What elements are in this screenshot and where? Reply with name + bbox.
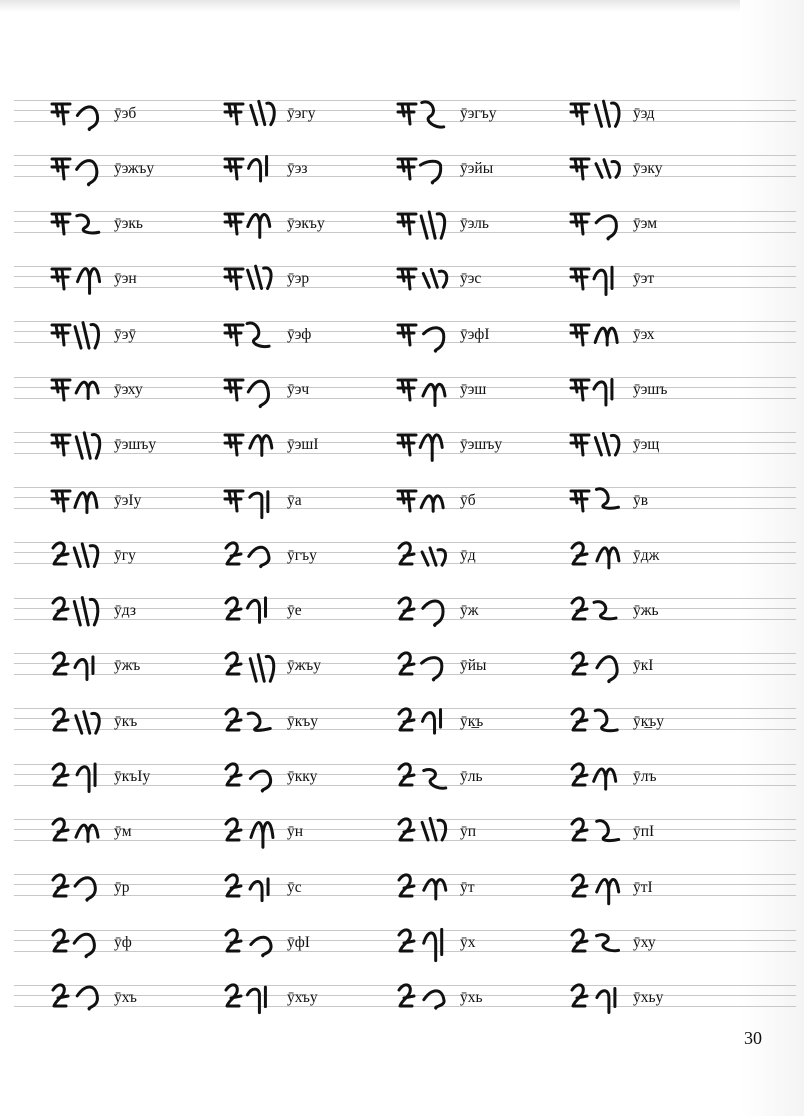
glyph-cell <box>223 362 396 417</box>
calligraphic-glyph-icon <box>569 978 627 1018</box>
glyph-cell <box>50 86 223 141</box>
glyph-cell <box>50 252 223 307</box>
glyph-cell <box>223 971 396 1026</box>
glyph-label: ӯэшI <box>287 436 319 454</box>
glyph-cell <box>569 362 740 417</box>
glyph-label: ӯлъ <box>633 768 657 786</box>
glyph-label: ӯху <box>633 933 656 951</box>
glyph-label: ӯэх <box>633 325 655 343</box>
calligraphic-glyph-icon <box>50 536 108 576</box>
glyph-label: ӯэгу <box>287 104 316 122</box>
glyph-cell <box>223 418 396 473</box>
glyph-label: ӯль <box>460 768 483 786</box>
glyph-cell <box>396 473 569 528</box>
glyph-label: ӯд <box>460 546 476 564</box>
glyph-label: ӯэм <box>633 215 658 233</box>
glyph-label: ӯкъ <box>114 712 138 730</box>
calligraphic-glyph-icon <box>50 591 108 631</box>
calligraphic-glyph-icon <box>569 259 627 299</box>
calligraphic-glyph-icon <box>396 978 454 1018</box>
glyph-label: ӯа <box>287 491 302 509</box>
glyph-cell <box>396 528 569 583</box>
calligraphic-glyph-icon <box>223 757 281 797</box>
glyph-label: ӯэщ <box>633 436 660 454</box>
glyph-label: ӯэш <box>460 380 487 398</box>
glyph-label: ӯн <box>287 823 304 841</box>
calligraphic-glyph-icon <box>223 702 281 742</box>
calligraphic-glyph-icon <box>50 868 108 908</box>
calligraphic-glyph-icon <box>223 315 281 355</box>
calligraphic-glyph-icon <box>223 646 281 686</box>
calligraphic-glyph-icon <box>569 868 627 908</box>
calligraphic-glyph-icon <box>50 204 108 244</box>
glyph-cell <box>396 584 569 639</box>
calligraphic-glyph-icon <box>569 315 627 355</box>
glyph-cell <box>223 473 396 528</box>
calligraphic-glyph-icon <box>396 315 454 355</box>
calligraphic-glyph-icon <box>223 812 281 852</box>
glyph-label: ӯк̲ъу <box>633 712 665 730</box>
glyph-cell <box>396 639 569 694</box>
calligraphic-glyph-icon <box>50 315 108 355</box>
calligraphic-glyph-icon <box>223 978 281 1018</box>
glyph-cell <box>569 418 740 473</box>
calligraphic-glyph-icon <box>396 591 454 631</box>
glyph-cell <box>396 860 569 915</box>
calligraphic-glyph-icon <box>569 812 627 852</box>
calligraphic-glyph-icon <box>223 370 281 410</box>
calligraphic-glyph-icon <box>396 149 454 189</box>
glyph-label: ӯхьу <box>633 989 664 1007</box>
calligraphic-glyph-icon <box>396 923 454 963</box>
glyph-cell <box>569 307 740 362</box>
glyph-label: ӯжъу <box>287 657 322 675</box>
glyph-label: ӯкъIу <box>114 768 151 786</box>
glyph-cell <box>50 971 223 1026</box>
glyph-cell <box>223 141 396 196</box>
glyph-table <box>50 86 740 1026</box>
glyph-cell <box>223 197 396 252</box>
glyph-label: ӯэч <box>287 380 310 398</box>
glyph-cell <box>396 362 569 417</box>
glyph-cell <box>223 750 396 805</box>
glyph-cell <box>569 252 740 307</box>
calligraphic-glyph-icon <box>396 425 454 465</box>
calligraphic-glyph-icon <box>396 757 454 797</box>
calligraphic-glyph-icon <box>569 591 627 631</box>
calligraphic-glyph-icon <box>50 923 108 963</box>
calligraphic-glyph-icon <box>396 868 454 908</box>
calligraphic-glyph-icon <box>569 536 627 576</box>
calligraphic-glyph-icon <box>569 702 627 742</box>
glyph-cell <box>223 252 396 307</box>
calligraphic-glyph-icon <box>50 978 108 1018</box>
glyph-label: ӯх <box>460 933 476 951</box>
calligraphic-glyph-icon <box>223 591 281 631</box>
glyph-label: ӯр <box>114 878 130 896</box>
glyph-cell <box>223 86 396 141</box>
glyph-cell <box>223 915 396 970</box>
glyph-cell <box>396 805 569 860</box>
glyph-cell <box>50 915 223 970</box>
glyph-cell <box>396 750 569 805</box>
calligraphic-glyph-icon <box>223 425 281 465</box>
glyph-cell <box>396 971 569 1026</box>
glyph-label: ӯк̲ъ <box>460 712 484 730</box>
glyph-label: ӯжъ <box>114 657 141 675</box>
glyph-cell <box>50 860 223 915</box>
glyph-cell <box>223 307 396 362</box>
glyph-label: ӯйы <box>460 657 487 675</box>
glyph-label: ӯэйы <box>460 159 494 177</box>
glyph-label: ӯэфI <box>460 325 490 343</box>
glyph-label: ӯэшъу <box>460 436 503 454</box>
calligraphic-glyph-icon <box>223 868 281 908</box>
calligraphic-glyph-icon <box>50 259 108 299</box>
glyph-label: ӯэшъу <box>114 436 157 454</box>
calligraphic-glyph-icon <box>396 536 454 576</box>
glyph-cell <box>396 197 569 252</box>
glyph-cell <box>223 584 396 639</box>
calligraphic-glyph-icon <box>569 425 627 465</box>
calligraphic-glyph-icon <box>396 370 454 410</box>
glyph-cell <box>50 362 223 417</box>
glyph-label: ӯпI <box>633 823 655 841</box>
glyph-label: ӯхъ <box>114 989 137 1007</box>
glyph-cell <box>50 473 223 528</box>
glyph-label: ӯэку <box>633 159 663 177</box>
glyph-label: ӯв <box>633 491 649 509</box>
glyph-label: ӯф <box>114 933 132 951</box>
glyph-cell <box>569 694 740 749</box>
glyph-cell <box>396 418 569 473</box>
glyph-cell <box>569 86 740 141</box>
glyph-cell <box>396 252 569 307</box>
glyph-cell <box>569 473 740 528</box>
calligraphic-glyph-icon <box>50 370 108 410</box>
glyph-label: ӯфI <box>287 933 310 951</box>
calligraphic-glyph-icon <box>396 646 454 686</box>
calligraphic-glyph-icon <box>50 812 108 852</box>
calligraphic-glyph-icon <box>569 370 627 410</box>
glyph-label: ӯгу <box>114 546 136 564</box>
glyph-cell <box>396 86 569 141</box>
glyph-label: ӯкI <box>633 657 654 675</box>
calligraphic-glyph-icon <box>223 481 281 521</box>
glyph-cell <box>223 805 396 860</box>
glyph-cell <box>50 639 223 694</box>
glyph-label: ӯе <box>287 602 302 620</box>
glyph-label: ӯб <box>460 491 476 509</box>
calligraphic-glyph-icon <box>50 757 108 797</box>
calligraphic-glyph-icon <box>569 757 627 797</box>
glyph-label: ӯэгъу <box>460 104 497 122</box>
calligraphic-glyph-icon <box>396 259 454 299</box>
glyph-cell <box>396 915 569 970</box>
glyph-label: ӯм <box>114 823 132 841</box>
calligraphic-glyph-icon <box>50 425 108 465</box>
glyph-label: ӯдз <box>114 602 136 620</box>
glyph-label: ӯэн <box>114 270 137 288</box>
glyph-cell <box>569 141 740 196</box>
glyph-cell <box>50 528 223 583</box>
glyph-cell <box>50 805 223 860</box>
glyph-label: ӯхъу <box>287 989 318 1007</box>
glyph-label: ӯкку <box>287 768 318 786</box>
calligraphic-glyph-icon <box>223 94 281 134</box>
glyph-label: ӯэд <box>633 104 655 122</box>
glyph-label: ӯп <box>460 823 477 841</box>
glyph-cell <box>569 915 740 970</box>
glyph-label: ӯэр <box>287 270 310 288</box>
calligraphic-glyph-icon <box>569 646 627 686</box>
glyph-label: ӯэӯ <box>114 325 137 343</box>
calligraphic-glyph-icon <box>223 204 281 244</box>
glyph-cell <box>396 141 569 196</box>
glyph-cell <box>569 639 740 694</box>
glyph-label: ӯэкь <box>114 215 144 233</box>
glyph-cell <box>50 307 223 362</box>
glyph-label: ӯэху <box>114 380 143 398</box>
glyph-label: ӯэс <box>460 270 482 288</box>
calligraphic-glyph-icon <box>396 812 454 852</box>
glyph-cell <box>569 750 740 805</box>
calligraphic-glyph-icon <box>396 204 454 244</box>
calligraphic-glyph-icon <box>50 94 108 134</box>
calligraphic-glyph-icon <box>569 204 627 244</box>
glyph-label: ӯж <box>460 602 479 620</box>
calligraphic-glyph-icon <box>569 149 627 189</box>
glyph-label: ӯхь <box>460 989 483 1007</box>
glyph-label: ӯэт <box>633 270 655 288</box>
glyph-cell <box>223 528 396 583</box>
glyph-cell <box>223 694 396 749</box>
calligraphic-glyph-icon <box>50 702 108 742</box>
calligraphic-glyph-icon <box>396 702 454 742</box>
calligraphic-glyph-icon <box>569 481 627 521</box>
glyph-label: ӯт <box>460 878 475 896</box>
glyph-cell <box>50 418 223 473</box>
calligraphic-glyph-icon <box>50 149 108 189</box>
glyph-label: ӯэз <box>287 159 308 177</box>
glyph-label: ӯэIу <box>114 491 142 509</box>
glyph-cell <box>223 639 396 694</box>
glyph-label: ӯкъу <box>287 712 319 730</box>
page-number: 30 <box>744 1028 762 1048</box>
glyph-cell <box>50 750 223 805</box>
glyph-cell <box>569 971 740 1026</box>
glyph-cell <box>50 197 223 252</box>
glyph-label: ӯтI <box>633 878 653 896</box>
calligraphic-glyph-icon <box>396 94 454 134</box>
glyph-label: ӯэжъу <box>114 159 155 177</box>
glyph-label: ӯс <box>287 878 302 896</box>
glyph-label: ӯгъу <box>287 546 317 564</box>
glyph-cell <box>50 584 223 639</box>
calligraphic-glyph-icon <box>50 646 108 686</box>
glyph-cell <box>569 584 740 639</box>
calligraphic-glyph-icon <box>569 923 627 963</box>
glyph-label: ӯэф <box>287 325 312 343</box>
glyph-label: ӯдж <box>633 546 660 564</box>
calligraphic-glyph-icon <box>396 481 454 521</box>
calligraphic-glyph-icon <box>223 923 281 963</box>
calligraphic-glyph-icon <box>223 149 281 189</box>
glyph-cell <box>50 694 223 749</box>
glyph-cell <box>569 805 740 860</box>
glyph-label: ӯэшъ <box>633 380 668 398</box>
calligraphic-glyph-icon <box>223 259 281 299</box>
calligraphic-glyph-icon <box>223 536 281 576</box>
calligraphic-glyph-icon <box>50 481 108 521</box>
calligraphic-glyph-icon <box>569 94 627 134</box>
glyph-cell <box>569 528 740 583</box>
glyph-cell <box>223 860 396 915</box>
glyph-label: ӯэкъу <box>287 215 325 233</box>
glyph-cell <box>569 860 740 915</box>
glyph-cell <box>50 141 223 196</box>
glyph-cell <box>396 694 569 749</box>
glyph-label: ӯжь <box>633 602 659 620</box>
glyph-cell <box>569 197 740 252</box>
glyph-cell <box>396 307 569 362</box>
glyph-label: ӯэб <box>114 104 137 122</box>
glyph-label: ӯэль <box>460 215 489 233</box>
